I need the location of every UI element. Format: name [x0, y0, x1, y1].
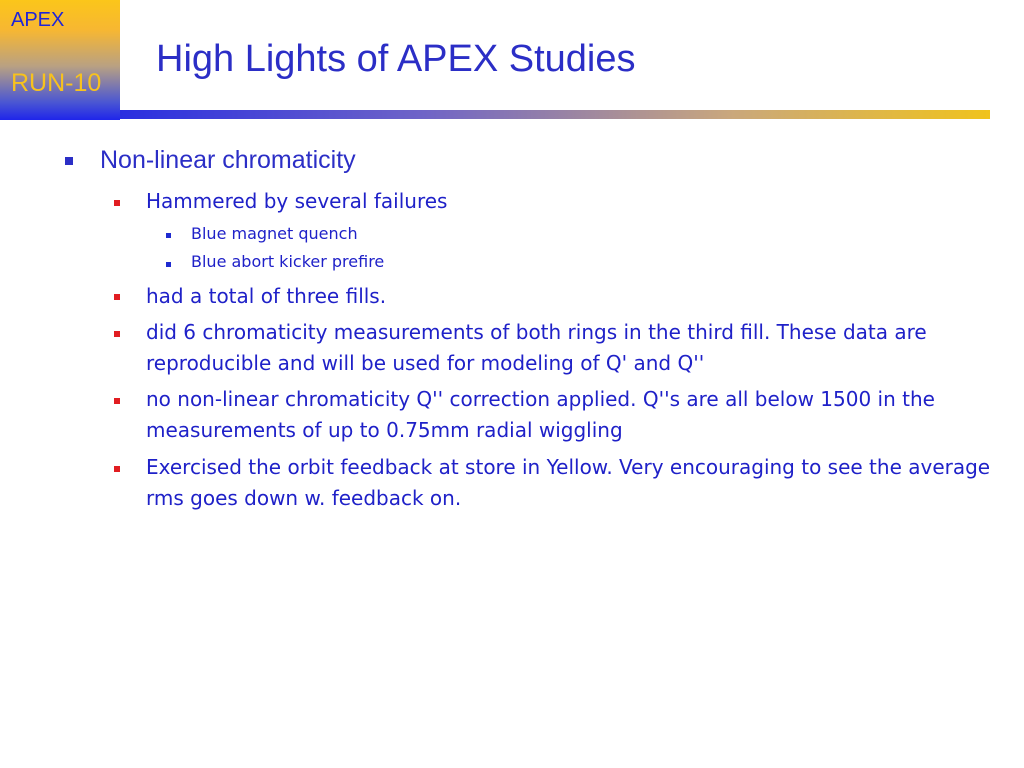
bullet-marker	[114, 294, 120, 300]
bullet-marker	[114, 331, 120, 337]
bullet-fills: had a total of three fills.	[146, 284, 387, 308]
badge-top-label: APEX	[11, 9, 65, 31]
bullet-marker	[114, 398, 120, 404]
badge-bottom-label: RUN-10	[11, 69, 102, 97]
bullet-feedback: Exercised the orbit feedback at store in Yellow. Very encouraging to see the average rms goes down w. feedback on.	[146, 455, 991, 510]
slide-title: High Lights of APEX Studies	[156, 38, 636, 80]
bullet-marker	[166, 233, 171, 238]
bullet-quench: Blue magnet quench	[191, 224, 358, 243]
bullet-marker	[166, 262, 171, 267]
bullet-measurements: did 6 chromaticity measurements of both rings in the third fill. These data are reproducible and will be used for modeling of Q' and Q''	[146, 320, 927, 375]
bullet-correction: no non-linear chromaticity Q'' correction applied. Q''s are all below 1500 in the measurements of up to 0.75mm radial wiggling	[146, 387, 935, 442]
bullet-failures: Hammered by several failures	[146, 189, 448, 213]
bullet-marker	[65, 157, 73, 165]
bullet-marker	[114, 200, 120, 206]
bullet-level1-nonlinear: Non-linear chromaticity	[100, 146, 356, 174]
bullet-marker	[114, 466, 120, 472]
bullet-prefire: Blue abort kicker prefire	[191, 252, 385, 271]
